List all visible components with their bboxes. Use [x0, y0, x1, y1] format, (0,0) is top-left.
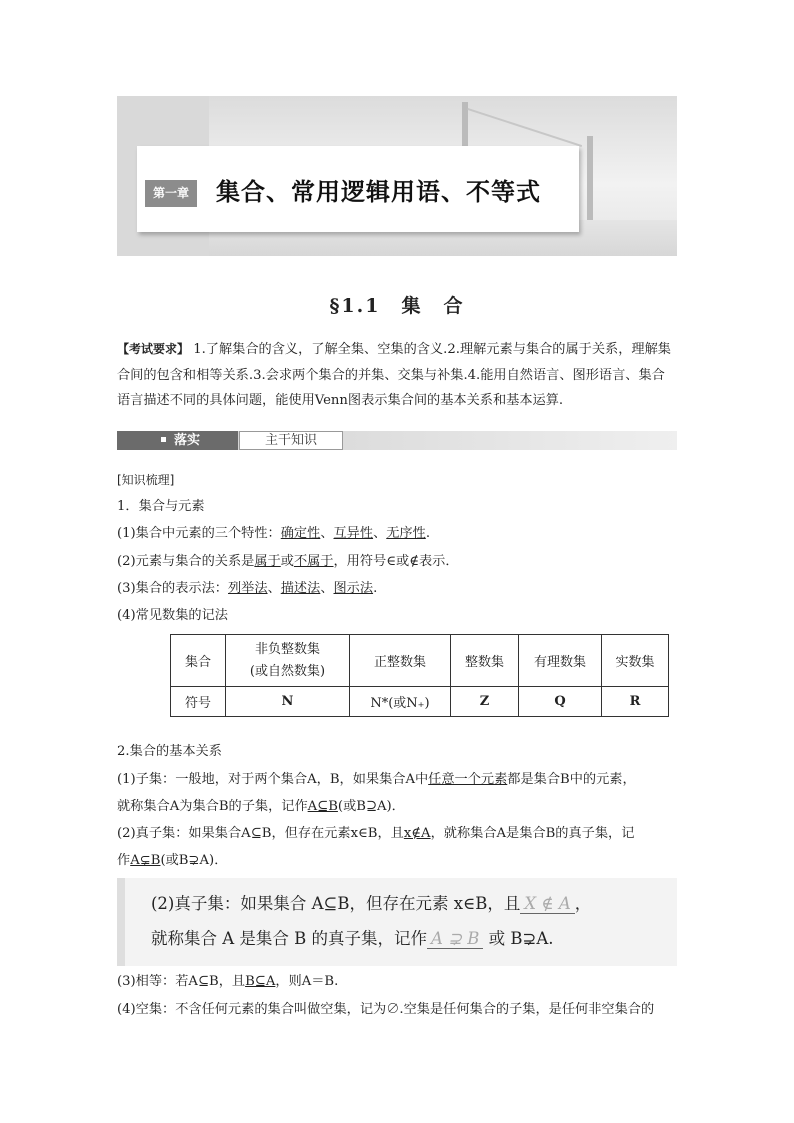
underlined-term: A⊆B	[307, 799, 338, 814]
item1-line4: (4)常见数集的记法	[117, 608, 228, 623]
text: 都是集合B中的元素，	[507, 772, 636, 787]
text: ，用符号∈或∉表示．	[333, 554, 459, 569]
knowledge-heading: [知识梳理]	[117, 473, 175, 487]
underlined-term: 任意一个元素	[428, 772, 508, 787]
item1-line2	[117, 552, 459, 572]
item1-line1	[117, 524, 430, 544]
table-cell: 有理数集	[519, 635, 602, 687]
item1-line3	[117, 579, 377, 599]
table-cell: 符号	[171, 687, 226, 717]
text: 或 B⊋A.	[488, 929, 554, 948]
text: (2)元素与集合的关系是	[117, 554, 255, 569]
underlined-term: B⊆A	[245, 974, 276, 989]
text: 、	[267, 581, 281, 596]
fill-blank: A ⊋ B	[427, 929, 483, 949]
table-cell: 整数集	[451, 635, 519, 687]
text: (或B⊇A)．	[337, 799, 405, 814]
text: 就称集合A为集合B的子集，记作	[117, 799, 308, 814]
number-sets-table	[170, 634, 669, 717]
item2-sub1-line2	[117, 797, 405, 817]
definition-inset	[117, 878, 677, 966]
table-cell: 集合	[171, 635, 226, 687]
text: .	[373, 581, 378, 596]
text: (或自然数集)	[249, 663, 326, 679]
item2-sub2-line2	[117, 851, 227, 871]
table-cell: Q	[519, 687, 602, 717]
requirements-label: 【考试要求】	[117, 342, 190, 356]
table-cell	[226, 635, 350, 687]
text: (2)真子集：如果集合 A⊆B，但存在元素 x∈B，且	[151, 894, 521, 913]
chapter-banner	[117, 96, 677, 256]
table-cell: Z	[451, 687, 519, 717]
underlined-term: 确定性	[280, 526, 321, 541]
inset-line2	[151, 925, 554, 949]
chapter-title: 集合、常用逻辑用语、不等式	[216, 178, 541, 206]
text: 、	[320, 526, 334, 541]
table-cell: N*(或N₊)	[350, 687, 451, 717]
text: 作	[117, 853, 131, 868]
underlined-term: A⊊B	[130, 853, 161, 868]
bridge-tower	[587, 136, 593, 232]
fill-blank: X ∉ A	[520, 894, 574, 914]
item1-title: 1．集合与元素	[117, 499, 205, 514]
text: (3)集合的表示法：	[117, 581, 228, 596]
exam-requirements	[117, 337, 677, 414]
underlined-term: 无序性	[386, 526, 426, 541]
item2-title: 2.集合的基本关系	[117, 744, 222, 759]
item2-sub1-line1	[117, 770, 636, 790]
text: (2)真子集：如果集合A⊆B，但存在元素x∈B，且	[117, 826, 404, 841]
text: (1)子集：一般地，对于两个集合A，B，如果集合A中	[117, 772, 429, 787]
text: 非负整数集	[254, 641, 320, 657]
underlined-term: 图示法	[333, 581, 374, 596]
chapter-label: 第一章	[145, 180, 197, 207]
text: ，	[574, 894, 592, 913]
text: ，则A＝B.	[275, 974, 339, 989]
underlined-term: 描述法	[280, 581, 321, 596]
item2-sub4: (4)空集：不含任何元素的集合叫做空集，记为∅.空集是任何集合的子集，是任何非空集合的	[117, 1002, 655, 1017]
underlined-term: 不属于	[293, 554, 334, 569]
text: ，就称集合A是集合B的真子集，记	[430, 826, 635, 841]
text: (3)相等：若A⊆B，且	[117, 974, 246, 989]
underlined-term: 互异性	[333, 526, 374, 541]
text: (或B⊋A)．	[160, 853, 228, 868]
underlined-term: x∉A	[403, 826, 431, 841]
table-cell: 实数集	[602, 635, 669, 687]
table-row	[171, 687, 669, 717]
inset-line1	[151, 890, 591, 914]
text: .	[425, 526, 431, 541]
underlined-term: 属于	[254, 554, 281, 569]
table-cell: N	[226, 687, 350, 717]
text: 、	[320, 581, 334, 596]
requirements-text: 1.了解集合的含义，了解全集、空集的含义.2.理解元素与集合的属于关系，理解集合间的包含和相等关系.3.会求两个集合的并集、交集与补集.4.能用自然语言、图形语言、集合语言描述不同的具体问题，能使用Venn图表示集合间的基本关系和基本运算.	[117, 342, 671, 408]
section-bar-dark-label: 落实	[174, 433, 201, 448]
square-icon	[161, 437, 166, 442]
text: 、	[373, 526, 387, 541]
item2-sub3	[117, 972, 338, 992]
text: (1)集合中元素的三个特性：	[117, 526, 281, 541]
section-bar-light-label: 主干知识	[239, 431, 343, 450]
table-cell: 正整数集	[350, 635, 451, 687]
item2-sub2-line1	[117, 824, 634, 844]
underlined-term: 列举法	[228, 581, 268, 596]
section-bar-dark	[117, 431, 238, 450]
text: 就称集合 A 是集合 B 的真子集，记作	[151, 929, 428, 948]
section-title: §1.1 集 合	[329, 295, 465, 317]
table-cell: R	[602, 687, 669, 717]
table-row	[171, 635, 669, 687]
text: 或	[280, 554, 294, 569]
inset-edge	[117, 878, 125, 966]
